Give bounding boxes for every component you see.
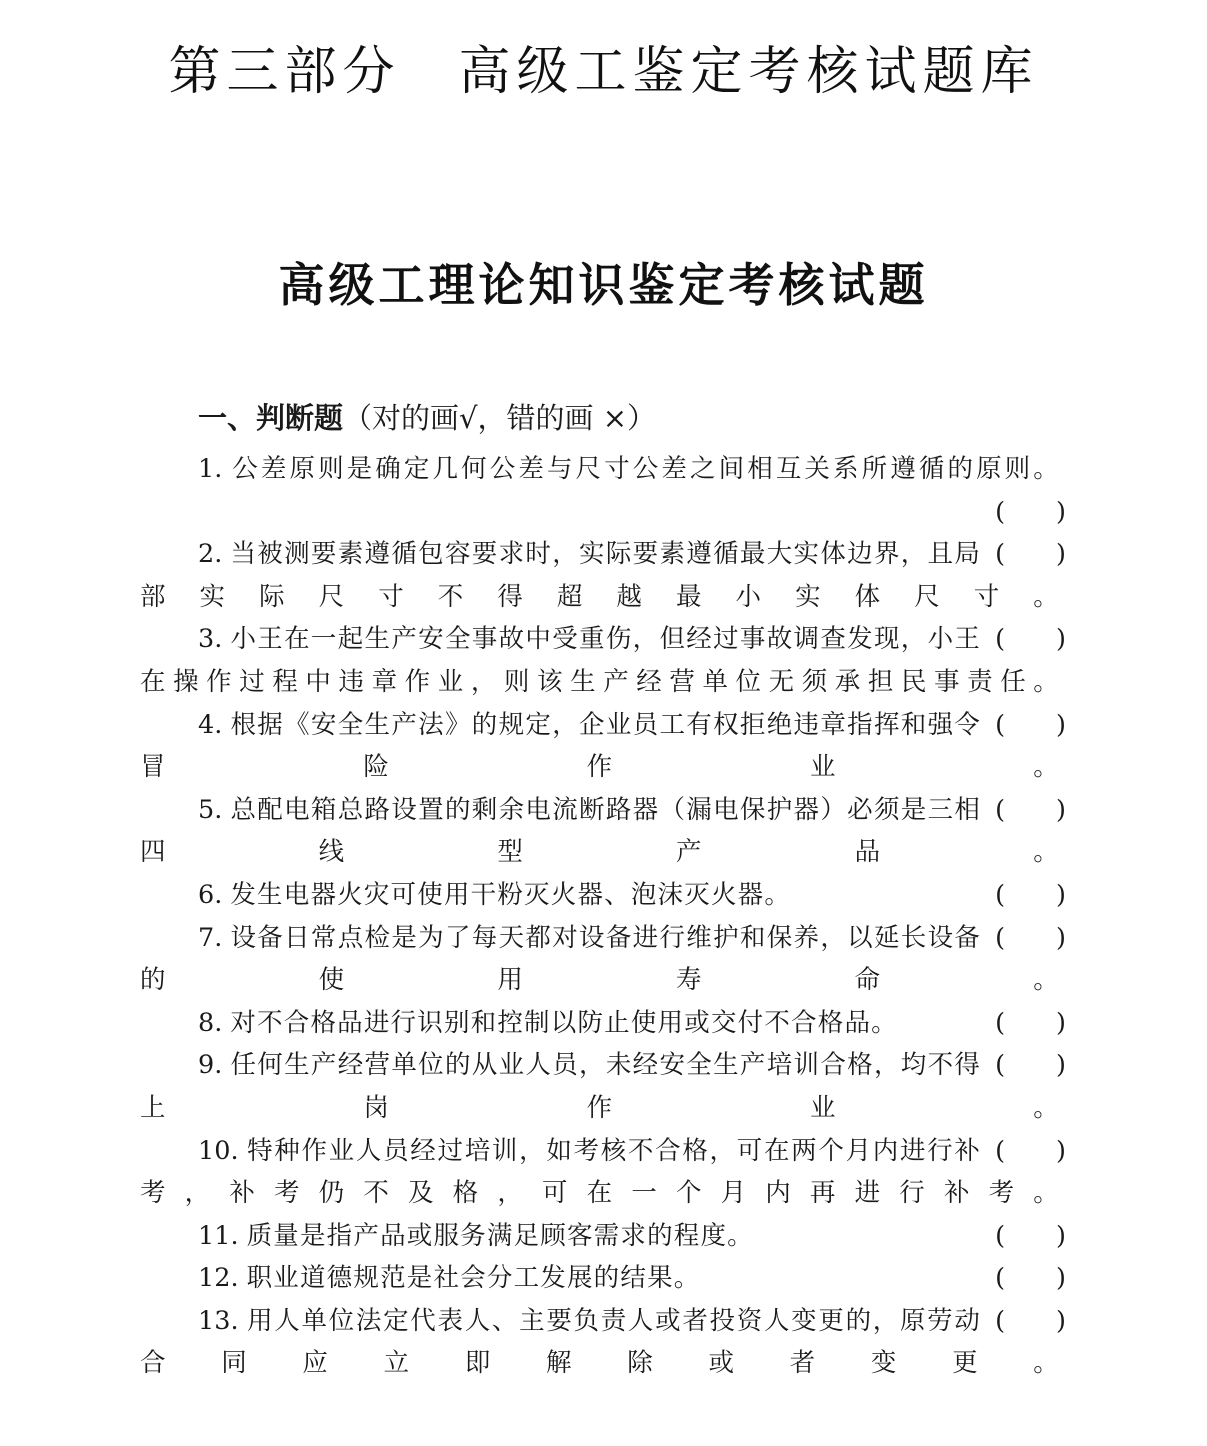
question-body: 总配电箱总路设置的剩余电流断路器（漏电保护器）必须是三相四线型产品。 xyxy=(140,794,1060,868)
question-item xyxy=(140,448,1066,533)
question-text xyxy=(140,1257,1066,1300)
question-text xyxy=(140,1215,1066,1258)
question-body: 用人单位法定代表人、主要负责人或者投资人变更的，原劳动合同应立即解除或者变更。 xyxy=(140,1305,1060,1379)
question-text xyxy=(140,789,1066,874)
question-text xyxy=(140,1002,1066,1045)
section-title: 高级工理论知识鉴定考核试题 xyxy=(278,258,929,312)
answer-blank[interactable]: ( ) xyxy=(995,1007,1066,1038)
subsection-label: 一、判断题 xyxy=(198,401,344,435)
question-item xyxy=(140,618,1066,703)
question-text xyxy=(140,1130,1066,1215)
question-text xyxy=(140,618,1066,703)
question-text xyxy=(140,533,1066,618)
question-body: 发生电器火灾可使用干粉灭火器、泡沫灭火器。 xyxy=(230,879,792,910)
question-item xyxy=(140,1215,1066,1258)
answer-blank[interactable]: ( ) xyxy=(995,879,1066,910)
question-body: 小王在一起生产安全事故中受重伤，但经过事故调查发现，小王在操作过程中违章作业，则该生产经营单位无须承担民事责任。 xyxy=(140,624,1060,697)
question-body: 根据《安全生产法》的规定，企业员工有权拒绝违章指挥和强令冒险作业。 xyxy=(140,709,1060,783)
question-text xyxy=(140,874,1066,917)
question-body: 公差原则是确定几何公差与尺寸公差之间相互关系所遵循的原则。 xyxy=(230,454,1060,484)
answer-blank[interactable]: ( ) xyxy=(995,794,1066,825)
question-number: 7. xyxy=(198,922,223,953)
question-number: 13. xyxy=(198,1305,239,1336)
question-body: 设备日常点检是为了每天都对设备进行维护和保养，以延长设备的使用寿命。 xyxy=(140,922,1060,996)
question-number: 2. xyxy=(198,539,223,570)
question-item xyxy=(140,789,1066,874)
answer-blank[interactable]: ( ) xyxy=(995,1220,1066,1251)
question-item xyxy=(140,704,1066,789)
question-body: 特种作业人员经过培训，如考核不合格，可在两个月内进行补考，补考仍不及格，可在一个月内再进行补考。 xyxy=(140,1135,1060,1209)
answer-blank[interactable]: ( ) xyxy=(995,1135,1066,1166)
question-number: 12. xyxy=(198,1263,239,1294)
question-number: 11. xyxy=(198,1220,239,1251)
answer-blank[interactable]: ( ) xyxy=(995,1050,1066,1081)
question-number: 10. xyxy=(198,1135,239,1166)
question-item xyxy=(140,1044,1066,1129)
answer-blank[interactable]: ( ) xyxy=(995,624,1066,655)
question-item xyxy=(140,874,1066,917)
question-body: 职业道德规范是社会分工发展的结果。 xyxy=(246,1263,701,1294)
question-body: 任何生产经营单位的从业人员，未经安全生产培训合格，均不得上岗作业。 xyxy=(140,1050,1060,1123)
question-number: 5. xyxy=(198,794,223,825)
part-title: 第三部分 高级工鉴定考核试题库 xyxy=(168,42,1039,102)
question-text xyxy=(140,1044,1066,1129)
question-number: 3. xyxy=(198,624,223,655)
question-number: 8. xyxy=(198,1007,223,1038)
answer-blank[interactable]: ( ) xyxy=(995,1305,1066,1336)
question-text xyxy=(140,704,1066,789)
answer-blank[interactable]: ( ) xyxy=(995,496,1066,527)
answer-blank[interactable]: ( ) xyxy=(995,1263,1066,1294)
question-number: 9. xyxy=(198,1050,223,1081)
subsection-heading xyxy=(198,396,656,440)
question-item xyxy=(140,1300,1066,1385)
question-item xyxy=(140,533,1066,618)
question-text xyxy=(140,917,1066,1002)
question-list xyxy=(140,448,1066,1385)
question-item xyxy=(140,1130,1066,1215)
question-body: 对不合格品进行识别和控制以防止使用或交付不合格品。 xyxy=(230,1007,898,1038)
question-number: 1. xyxy=(198,454,223,484)
question-text xyxy=(140,448,1060,491)
question-number: 4. xyxy=(198,709,223,740)
question-body: 质量是指产品或服务满足顾客需求的程度。 xyxy=(246,1220,754,1251)
question-text xyxy=(140,1300,1066,1385)
subsection-instruction: （对的画√，错的画 ×） xyxy=(343,401,657,435)
question-item xyxy=(140,1002,1066,1045)
answer-blank[interactable]: ( ) xyxy=(995,709,1066,740)
question-item xyxy=(140,917,1066,1002)
answer-blank[interactable]: ( ) xyxy=(995,922,1066,953)
question-body: 当被测要素遵循包容要求时，实际要素遵循最大实体边界，且局部实际尺寸不得超越最小实体尺寸。 xyxy=(140,539,1060,612)
question-number: 6. xyxy=(198,879,223,910)
answer-blank[interactable]: ( ) xyxy=(995,539,1066,570)
question-item xyxy=(140,1257,1066,1300)
